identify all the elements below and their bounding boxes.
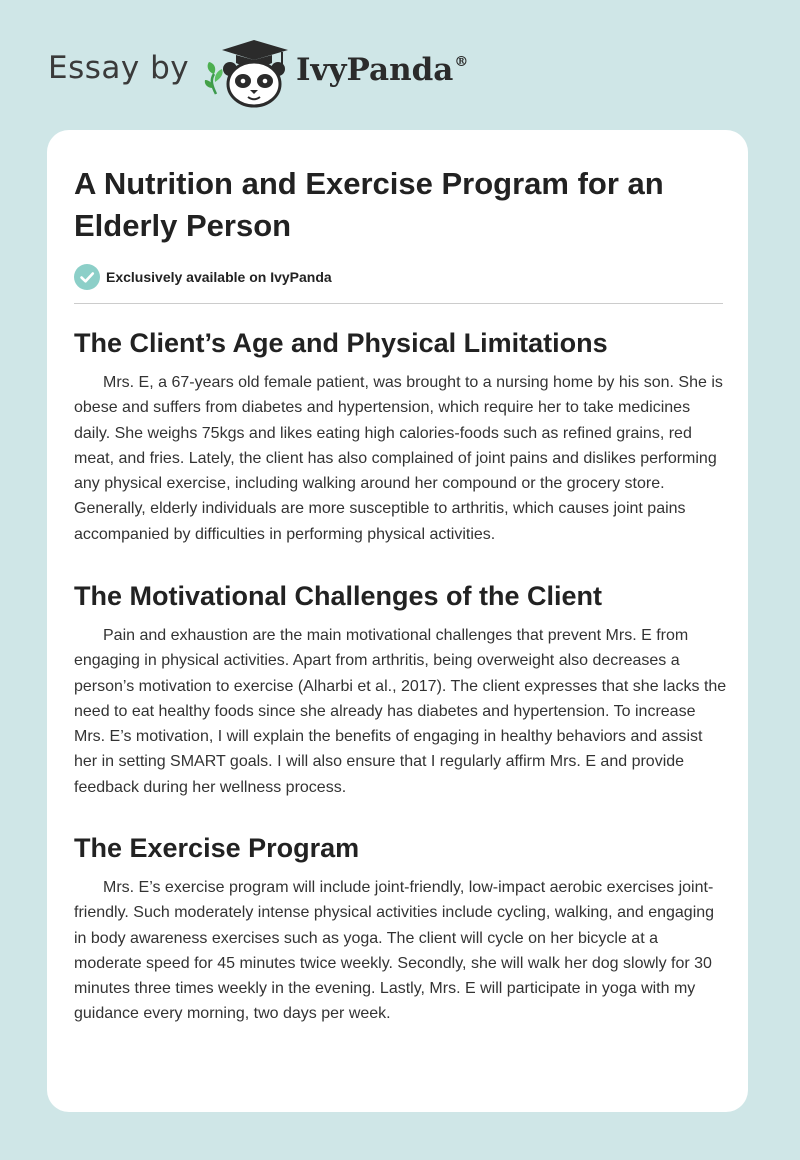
exclusive-badge bbox=[74, 264, 332, 290]
section-heading-age-limitations: The Client’s Age and Physical Limitations bbox=[74, 328, 608, 358]
ivypanda-logo-icon[interactable] bbox=[202, 36, 292, 108]
brand-name[interactable]: IvyPanda® bbox=[296, 52, 469, 88]
section-paragraph-age-limitations: Mrs. E, a 67-years old female patient, was brought to a nursing home by his son. She is obese and suffers from diabetes and hypertension, which require her to take medicines daily. She weighs 75kgs and likes eating high calories-foods such as refined grains, red meat, and fries. Lately, the client has also complained of joint pains and dislikes performing any physical exercise, including walking around her compound or the grocery store. Generally, elderly individuals are more susceptible to arthritis, which causes joint pains accompanied by difficulties in performing physical activities. bbox=[74, 374, 723, 543]
site-header bbox=[0, 0, 800, 130]
article-card bbox=[47, 130, 748, 1112]
section-paragraph-exercise-program: Mrs. E’s exercise program will include joint-friendly, low-impact aerobic exercises joint-friendly. Such moderately intense physical activities include cycling, walking, and engaging in body awareness exercises such as yoga. The client will cycle on her bicycle at a moderate speed for 45 minutes twice weekly. Secondly, she will walk her dog slowly for 30 minutes three times weekly in the evening. Lastly, Mrs. E will participate in yoga with my guidance every morning, two days per week. bbox=[74, 879, 715, 1023]
check-circle-icon bbox=[74, 264, 100, 290]
section-heading-motivational-challenges: The Motivational Challenges of the Client bbox=[74, 581, 603, 611]
essay-by-label: Essay by bbox=[48, 50, 190, 86]
article-title: A Nutrition and Exercise Program for an Elderly Person bbox=[74, 166, 664, 243]
title-divider bbox=[74, 303, 723, 304]
section-paragraph-motivational-challenges: Pain and exhaustion are the main motivational challenges that prevent Mrs. E from engaging in physical activities. Apart from arthritis, being overweight also decreases a person’s motivation to exercise (Alharbi et al., 2017). The client expresses that she lacks the need to eat healthy foods since she already has diabetes and hypertension. To increase Mrs. E’s motivation, I will explain the benefits of engaging in healthy behaviors and assist her in setting SMART goals. I will also ensure that I regularly affirm Mrs. E and provide feedback during her wellness process. bbox=[74, 627, 727, 796]
registered-mark: ® bbox=[454, 54, 469, 70]
exclusive-label: Exclusively available on IvyPanda bbox=[106, 269, 332, 285]
section-heading-exercise-program: The Exercise Program bbox=[74, 833, 360, 863]
